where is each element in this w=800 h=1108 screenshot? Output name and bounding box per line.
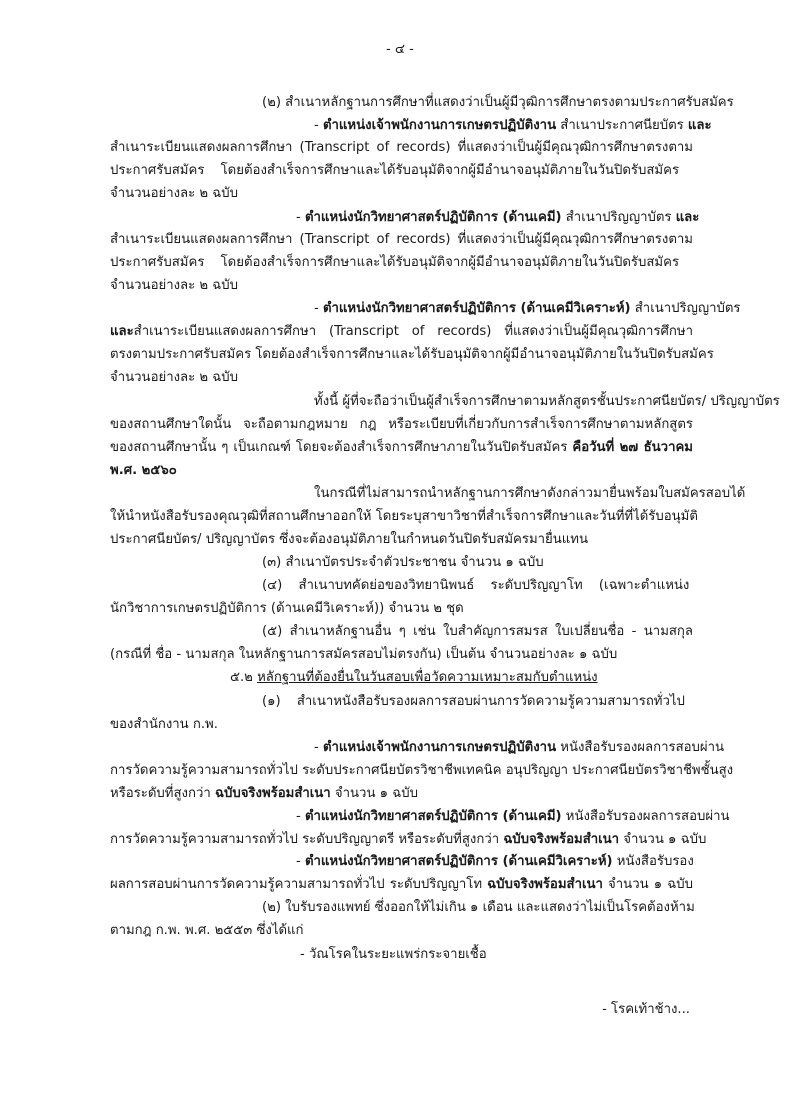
text-segment: หนังสือรับรองผลการสอบผ่าน — [561, 809, 730, 824]
text-segment: ประกาศรับสมัคร โดยต้องสำเร็จการศึกษาและได้รับอนุมัติจากผู้มีอำนาจอนุมัติภายในวันปิดรับสมัคร — [110, 163, 680, 178]
bold-text: ตำแหน่งเจ้าพนักงานการเกษตรปฏิบัติงาน — [322, 118, 557, 133]
text-segment: - — [296, 210, 305, 225]
text-segment: สำเนาระเบียนแสดงผลการศึกษา (Transcript of records) ที่แสดงว่าเป็นผู้มีคุณวุฒิการศึกษา — [133, 324, 693, 339]
text-segment: (๕) สำเนาหลักฐานอื่น ๆ เช่น ใบสำคัญการสมรส ใบเปลี่ยนชื่อ - นามสกุล — [262, 624, 693, 639]
text-line — [296, 807, 730, 827]
bold-text: และ — [110, 324, 134, 339]
text-segment: (๒) สำเนาหลักฐานการศึกษาที่แสดงว่าเป็นผู้มีวุฒิการศึกษาตรงตามประกาศรับสมัคร — [262, 95, 734, 110]
text-segment: จำนวนอย่างละ ๒ ฉบับ — [110, 278, 239, 293]
text-segment: ของสถานศึกษาใดนั้น จะถือตามกฎหมาย กฎ หรือระเบียบที่เกี่ยวกับการสำเร็จการศึกษาตามหลักสูตร — [110, 417, 693, 432]
text-segment: - — [296, 809, 305, 824]
text-line — [262, 93, 734, 113]
text-line — [110, 830, 706, 850]
text-line — [110, 715, 218, 735]
text-segment: (๓) สำเนาบัตรประจำตัวประชาชน จำนวน ๑ ฉบับ — [262, 555, 544, 570]
text-line — [262, 622, 693, 642]
text-segment: หนังสือรับรอง — [612, 854, 694, 869]
text-line — [262, 553, 544, 573]
text-line — [110, 161, 679, 181]
bold-text: ฉบับจริงพร้อมสำเนา — [503, 832, 620, 847]
text-segment: (กรณีที่ ชื่อ - นามสกุล ในหลักฐานการสมัครสอบไม่ตรงกัน) เป็นต้น จำนวนอย่างละ ๑ ฉบับ — [110, 647, 618, 662]
text-line — [300, 945, 487, 965]
bold-text: ตำแหน่งนักวิทยาศาสตร์ปฏิบัติการ (ด้านเคมี) — [304, 809, 562, 824]
text-line — [110, 461, 177, 481]
text-line — [314, 738, 724, 758]
text-line — [262, 576, 689, 596]
text-segment: - โรคเท้าช้าง... — [602, 1002, 690, 1017]
text-segment: - — [314, 301, 323, 316]
text-segment: การวัดความรู้ความสามารถทั่วไป ระดับประกาศนียบัตรวิชาชีพเทคนิค อนุปริญญา ประกาศนียบัตรวิชาชีพชั้นสูง — [110, 763, 734, 778]
text-segment: ในกรณีที่ไม่สามารถนำหลักฐานการศึกษาดังกล่าวมายื่นพร้อมใบสมัครสอบได้ — [314, 486, 746, 501]
text-line — [110, 438, 693, 458]
text-segment: สำเนาระเบียนแสดงผลการศึกษา (Transcript of records) ที่แสดงว่าเป็นผู้มีคุณวุฒิการศึกษาตรงตาม — [110, 232, 693, 247]
bold-text: ตำแหน่งนักวิทยาศาสตร์ปฏิบัติการ (ด้านเคมีวิเคราะห์) — [304, 854, 613, 869]
text-segment: (๒) ใบรับรองแพทย์ ซึ่งออกให้ไม่เกิน ๑ เดือน และแสดงว่าไม่เป็นโรคต้องห้าม — [262, 900, 695, 915]
text-line — [110, 184, 238, 204]
text-line — [602, 1000, 690, 1020]
text-line — [314, 484, 745, 504]
text-segment: จำนวนอย่างละ ๒ ฉบับ — [110, 370, 239, 385]
text-segment: สำเนาระเบียนแสดงผลการศึกษา (Transcript of records) ที่แสดงว่าเป็นผู้มีคุณวุฒิการศึกษาตรงตาม — [110, 140, 693, 155]
text-segment: ตรงตามประกาศรับสมัคร โดยต้องสำเร็จการศึกษาและได้รับอนุมัติจากผู้มีอำนาจอนุมัติภายในวันปิดรับสมัคร — [110, 347, 714, 362]
text-line — [296, 208, 699, 228]
text-line — [110, 368, 238, 388]
text-segment: ผลการสอบผ่านการวัดความรู้ความสามารถทั่วไป ระดับปริญญาโท — [110, 877, 488, 892]
text-segment: (๔) สำเนาบทคัดย่อของวิทยานิพนธ์ ระดับปริญญาโท (เฉพาะตำแหน่ง — [262, 578, 690, 593]
text-segment: จำนวน ๑ ฉบับ — [330, 786, 418, 801]
text-line — [110, 138, 693, 158]
bold-text: ตำแหน่งนักวิทยาศาสตร์ปฏิบัติการ (ด้านเคมี) — [304, 210, 562, 225]
text-line — [110, 761, 733, 781]
text-line — [110, 921, 304, 941]
text-line — [262, 898, 695, 918]
text-segment: - วัณโรคในระยะแพร่กระจายเชื้อ — [300, 947, 487, 962]
text-line — [314, 116, 712, 136]
bold-text: และ — [675, 210, 700, 225]
text-line — [110, 530, 588, 550]
text-segment: สำเนาประกาศนียบัตร — [556, 118, 688, 133]
bold-text: ตำแหน่งนักวิทยาศาสตร์ปฏิบัติการ (ด้านเคมีวิเคราะห์) — [322, 301, 631, 316]
text-line — [110, 230, 693, 250]
text-segment: หนังสือรับรองผลการสอบผ่าน — [556, 740, 725, 755]
text-segment: ทั้งนี้ ผู้ที่จะถือว่าเป็นผู้สำเร็จการศึกษาตามหลักสูตรชั้นประกาศนียบัตร/ ปริญญาบัตร — [314, 394, 780, 409]
text-segment: ประกาศรับสมัคร โดยต้องสำเร็จการศึกษาและได้รับอนุมัติจากผู้มีอำนาจอนุมัติภายในวันปิดรับสมัคร — [110, 255, 680, 270]
page-number: - ๔ - — [386, 42, 414, 57]
text-line — [110, 253, 679, 273]
text-segment: ให้นำหนังสือรับรองคุณวุฒิที่สถานศึกษาออกให้ โดยระบุสาขาวิชาที่สำเร็จการศึกษาและวันที่ที่ได้รับอนุมัติ — [110, 509, 698, 524]
text-segment: - — [296, 854, 305, 869]
text-line — [230, 668, 598, 688]
text-segment: หรือระดับที่สูงกว่า — [110, 786, 215, 801]
text-segment: ของสถานศึกษานั้น ๆ เป็นเกณฑ์ โดยจะต้องสำเร็จการศึกษาภายในวันปิดรับสมัคร — [110, 440, 573, 455]
bold-text: พ.ศ. ๒๕๖๐ — [110, 463, 177, 478]
text-line — [110, 345, 714, 365]
bold-text: ฉบับจริงพร้อมสำเนา — [214, 786, 331, 801]
text-segment: ประกาศนียบัตร/ ปริญญาบัตร ซึ่งจะต้องอนุมัติภายในกำหนดวันปิดรับสมัครมายื่นแทน — [110, 532, 588, 547]
text-segment: จำนวนอย่างละ ๒ ฉบับ — [110, 186, 239, 201]
bold-text: และ — [687, 118, 712, 133]
text-segment: ของสำนักงาน ก.พ. — [110, 717, 218, 732]
text-line — [110, 507, 698, 527]
text-segment: ๕.๒ — [230, 670, 258, 685]
text-segment: จำนวน ๑ ฉบับ — [619, 832, 707, 847]
text-line — [296, 852, 694, 872]
text-line — [110, 645, 617, 665]
section-heading: หลักฐานที่ต้องยื่นในวันสอบเพื่อวัดความเหมาะสมกับตำแหน่ง — [257, 670, 598, 685]
text-line — [110, 599, 464, 619]
text-line — [314, 299, 741, 319]
text-segment: ตามกฎ ก.พ. พ.ศ. ๒๕๕๓ ซึ่งได้แก่ — [110, 923, 304, 938]
text-segment: (๑) สำเนาหนังสือรับรองผลการสอบผ่านการวัดความรู้ความสามารถทั่วไป — [262, 694, 685, 709]
text-line — [110, 784, 418, 804]
text-segment: จำนวน ๑ ฉบับ — [602, 877, 693, 892]
text-line — [110, 875, 693, 895]
bold-text: คือวันที่ ๒๗ ธันวาคม — [572, 440, 693, 455]
text-line — [262, 692, 685, 712]
bold-text: ฉบับจริงพร้อมสำเนา — [487, 877, 603, 892]
text-segment: สำเนาปริญญาบัตร — [630, 301, 741, 316]
bold-text: ตำแหน่งเจ้าพนักงานการเกษตรปฏิบัติงาน — [322, 740, 557, 755]
text-segment: การวัดความรู้ความสามารถทั่วไป ระดับปริญญาตรี หรือระดับที่สูงกว่า — [110, 832, 504, 847]
text-segment: - — [314, 118, 323, 133]
text-line — [314, 392, 780, 412]
text-segment: สำเนาปริญญาบัตร — [561, 210, 676, 225]
text-segment: นักวิชาการเกษตรปฏิบัติการ (ด้านเคมีวิเคราะห์)) จำนวน ๒ ชุด — [110, 601, 464, 616]
text-line — [110, 322, 693, 342]
text-line — [110, 415, 693, 435]
text-line — [110, 276, 238, 296]
text-segment: - — [314, 740, 323, 755]
